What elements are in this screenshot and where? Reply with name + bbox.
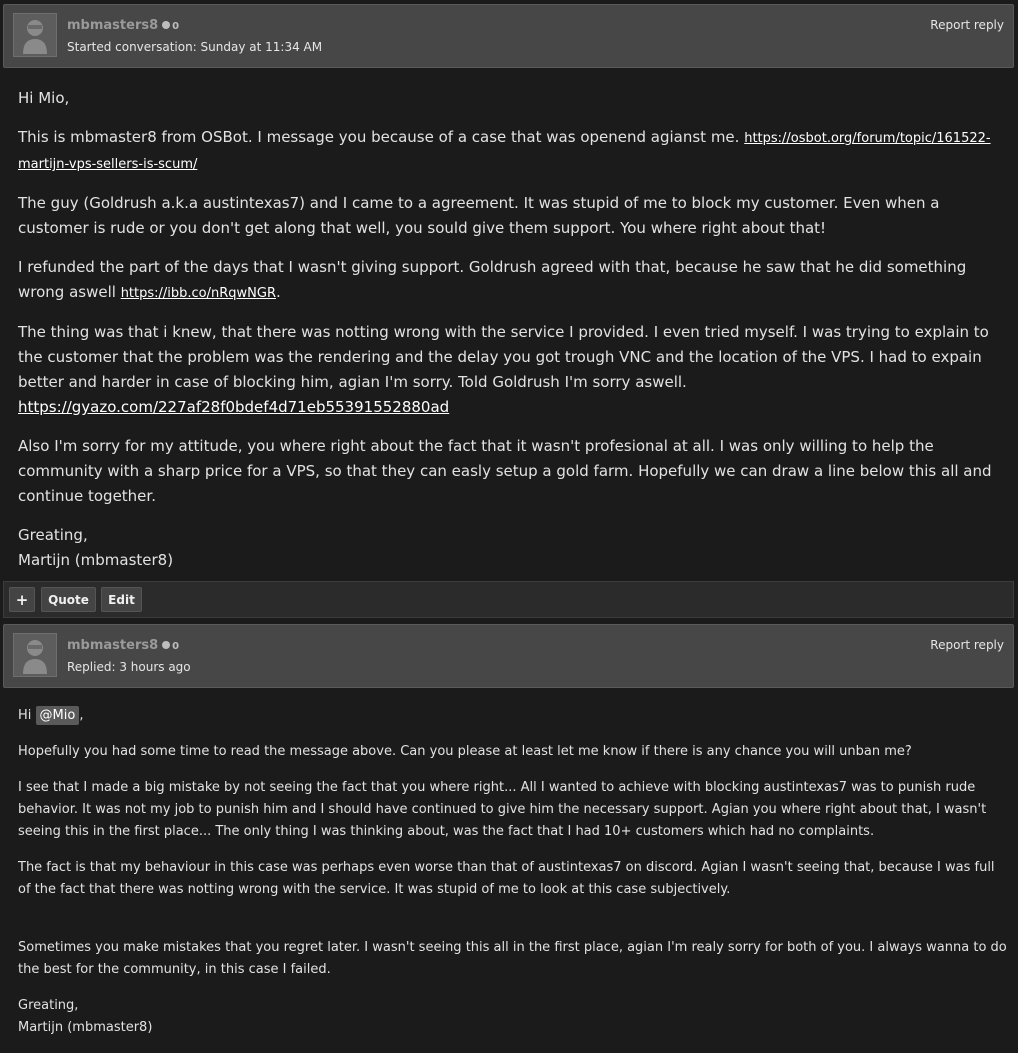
paragraph: I see that I made a big mistake by not seeing the fact that you where right... All I wanted to achieve with blocking austintexas7 was to punish rude behavior. It was not my job to punish him and I should have continued to give him the necessary support. Agian you where right about that, I wasn't seeing this in the first place... The only thing I was thinking about, was the fact that I had 10+ customers which had no complaints. <box>18 780 987 839</box>
paragraph <box>18 320 1003 420</box>
greeting-text: Hi <box>18 708 36 723</box>
username[interactable] <box>67 638 179 653</box>
report-reply-link[interactable]: Report reply <box>930 638 1004 652</box>
paragraph <box>18 125 1003 177</box>
post-action-bar <box>3 581 1014 618</box>
reputation-dot-icon <box>162 21 170 29</box>
paragraph: Also I'm sorry for my attitude, you where right about the fact that it wasn't profesional at all. I was only willing to help the community with a sharp price for a VPS, so that they can easly setup a gold farm. Hopefully we can draw a line below this all and continue together. <box>18 437 992 505</box>
post-header-2 <box>3 624 1014 688</box>
paragraph: The fact is that my behaviour in this case was perhaps even worse than that of austintexas7 on discord. Agian I wasn't seeing that, because I was full of the fact that there was notting wrong with the service. It was stupid of me to look at this case subjectively. <box>18 860 995 897</box>
avatar-person-icon <box>14 634 56 676</box>
username-text[interactable]: mbmasters8 <box>67 638 159 653</box>
paragraph: Sometimes you make mistakes that you regret later. I wasn't seeing this all in the first place, agian I'm realy sorry for both of you. I always wanna to do the best for the community, in this case I failed. <box>18 940 1007 977</box>
paragraph <box>18 255 1003 306</box>
user-mention[interactable]: @Mio <box>36 706 80 725</box>
paragraph-end: . <box>276 283 281 301</box>
signature <box>18 995 1008 1039</box>
post-body-2 <box>18 705 1008 1053</box>
paragraph: Hopefully you had some time to read the message above. Can you please at least let me know if there is any chance you will unban me? <box>18 744 912 759</box>
signature-name: Martijn (mbmaster8) <box>18 551 174 569</box>
post-header-1 <box>3 4 1014 68</box>
paragraph: The guy (Goldrush a.k.a austintexas7) and I came to a agreement. It was stupid of me to block my customer. Even when a customer is rude or you don't get along that well, you sould give them support. You where right about that! <box>18 194 940 237</box>
signature-name: Martijn (mbmaster8) <box>18 1020 153 1035</box>
paragraph-text: I refunded the part of the days that I wasn't giving support. Goldrush agreed with that, because he saw that he did something wrong aswell <box>18 258 967 301</box>
post-meta: Replied: 3 hours ago <box>67 660 191 674</box>
paragraph-text: The thing was that i knew, that there was notting wrong with the service I provided. I even tried myself. I was trying to explain to the customer that the problem was the rendering and the delay you got trough VNC and the location of the VPS. I had to expain better and harder in case of blocking him, agian I'm sorry. Told Goldrush I'm sorry aswell. <box>18 323 989 391</box>
greeting: Hi Mio, <box>18 89 70 107</box>
report-reply-link[interactable]: Report reply <box>930 18 1004 32</box>
reputation-dot-icon <box>162 641 170 649</box>
signature <box>18 523 1003 573</box>
reputation-count: 0 <box>172 641 180 652</box>
topic-link[interactable]: https://osbot.org/forum/topic/161522-martijn-vps-sellers-is-scum/ <box>18 131 991 172</box>
user-avatar[interactable] <box>13 13 57 57</box>
post-meta: Started conversation: Sunday at 11:34 AM <box>67 40 323 54</box>
avatar-person-icon <box>14 14 56 56</box>
user-avatar[interactable] <box>13 633 57 677</box>
plus-button[interactable]: + <box>9 587 35 612</box>
greeting-end: , <box>79 708 84 723</box>
edit-button[interactable]: Edit <box>101 587 142 612</box>
greeting <box>18 705 1008 727</box>
paragraph-text: This is mbmaster8 from OSBot. I message you because of a case that was openend agianst me. <box>18 128 745 146</box>
username[interactable] <box>67 18 179 33</box>
post-body-1 <box>18 86 1003 587</box>
username-text[interactable]: mbmasters8 <box>67 18 159 33</box>
quote-button[interactable]: Quote <box>41 587 96 612</box>
gyazo-link[interactable]: https://gyazo.com/227af28f0bdef4d71eb55391552880ad <box>18 398 450 416</box>
image-link[interactable]: https://ibb.co/nRqwNGR <box>120 286 277 301</box>
reputation-count: 0 <box>172 21 180 32</box>
signature-greeting: Greating, <box>18 998 79 1013</box>
signature-greeting: Greating, <box>18 526 88 544</box>
